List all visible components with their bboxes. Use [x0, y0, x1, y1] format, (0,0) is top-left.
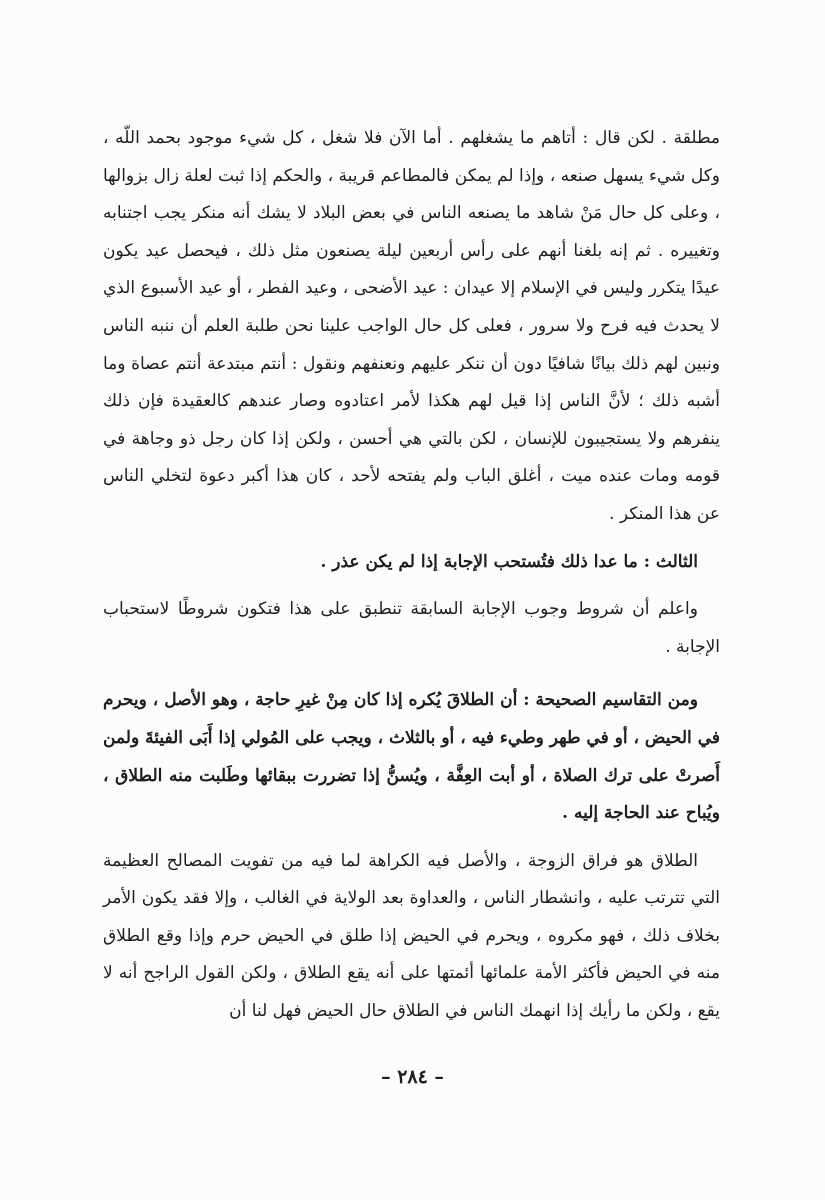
page-number: – ٢٨٤ –: [381, 1066, 444, 1088]
page-body: [103, 120, 720, 1031]
paragraph-3: الطلاق هو فراق الزوجة ، والأصل فيه الكراهة لما فيه من تفويت المصالح العظيمة التي تترتب عليه ، وانشطار الناس ، والعداوة بعد الولاية في الغالب ، وإلا فقد يكون الأمر بخلاف ذلك ، فهو مكروه ، ويحرم في الحيض إذا طلق في الحيض حرم وإذا وقع الطلاق منه في الحيض فأكثر الأمة علمائها أئمتها على أنه يقع الطلاق ، ولكن القول الراجح أنه لا يقع ، ولكن ما رأيك إذا انهمك الناس في الطلاق حال الحيض فهل لنا أن: [103, 850, 720, 1022]
paragraph-heading-third: الثالث : ما عدا ذلك فتُستحب الإجابة إذا لم يكن عذر .: [320, 551, 698, 572]
paragraph-2: واعلم أن شروط وجوب الإجابة السابقة تنطبق على هذا فتكون شروطًا لاستحباب الإجابة .: [103, 599, 720, 657]
paragraph-bold-divisions: ومن التقاسيم الصحيحة : أن الطلاقَ يُكره إذا كان مِنْ غيرِ حاجة ، وهو الأصل ، ويحرم في الحيض ، أو في طهر وطيء فيه ، أو بالثلاث ، ويجب على المُولي إذا أَبَى الفيئةَ ولمن أَصرتْ على ترك الصلاة ، أو أبت العِفَّة ، ويُسنُّ إذا تضررت ببقائها وطَلبت منه الطلاق ، ويُباح عند الحاجة إليه .: [103, 690, 720, 824]
paragraph-1: مطلقة . لكن قال : أتاهم ما يشغلهم . أما الآن فلا شغل ، كل شيء موجود بحمد اللّه ، وكل شيء يسهل صنعه ، وإذا لم يمكن فالمطاعم قريبة ، والحكم إذا ثبت لعلة زال بزوالها ، وعلى كل حال مَنْ شاهد ما يصنعه الناس في بعض البلاد لا يشك أنه منكر يجب اجتنابه وتغييره . ثم إنه بلغنا أنهم على رأس أربعين ليلة يصنعون مثل ذلك ، فيحصل عيد يكون عيدًا يتكرر وليس في الإسلام إلا عيدان : عيد الأضحى ، وعيد الفطر ، أو عيد الأسبوع الذي لا يحدث فيه فرح ولا سرور ، فعلى كل حال الواجب علينا نحن طلبة العلم أن ننبه الناس ونبين لهم ذلك بيانًا شافيًا دون أن ننكر عليهم ونعنفهم ونقول : أنتم مبتدعة أنتم عصاة وما أشبه ذلك ؛ لأنَّ الناس إذا قيل لهم هكذا لأمر اعتادوه وصار عندهم كالعقيدة فإن ذلك ينفرهم ولا يستجيبون للإنسان ، لكن بالتي هي أحسن ، ولكن إذا كان رجل ذو وجاهة في قومه ومات عنده ميت ، أغلق الباب ولم يفتحه لأحد ، كان هذا أكبر دعوة لتخلي الناس عن هذا المنكر .: [103, 128, 720, 524]
